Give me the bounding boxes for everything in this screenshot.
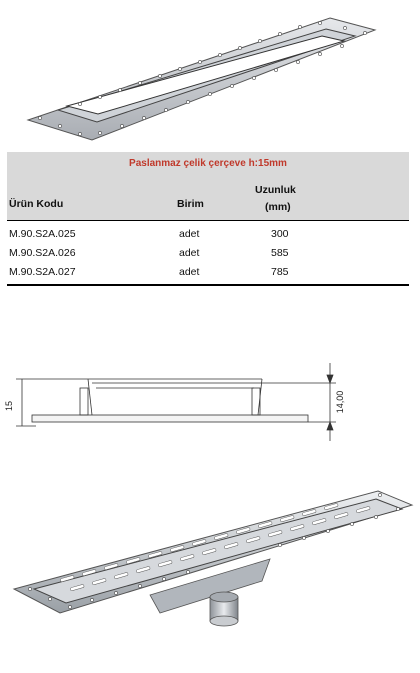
side-view-drawing [0, 355, 420, 445]
row-unit: adet [179, 266, 200, 278]
drain-channel-illustration [0, 485, 420, 673]
header-length: Uzunluk [255, 184, 296, 196]
row-unit: adet [179, 228, 200, 240]
row-length: 585 [271, 247, 289, 259]
row-unit: adet [179, 247, 200, 259]
table-row [7, 244, 409, 263]
spec-table [7, 152, 409, 286]
header-code: Ürün Kodu [9, 198, 64, 210]
frame-illustration [0, 0, 420, 150]
row-code: M.90.S2A.027 [9, 266, 76, 278]
frame-opening [67, 36, 344, 114]
row-length: 785 [271, 266, 289, 278]
table-title: Paslanmaz çelik çerçeve h:15mm [7, 152, 409, 176]
outlet-pipe [210, 592, 238, 626]
side-dimension-label: 14,00 [335, 390, 345, 414]
table-bottom-rule [7, 284, 409, 286]
table-header [7, 176, 409, 221]
header-length-unit: (mm) [265, 201, 291, 213]
table-row [7, 225, 409, 244]
table-row [7, 263, 409, 282]
height-dimension-label: 15 [4, 400, 14, 412]
header-unit: Birim [177, 198, 204, 210]
row-code: M.90.S2A.026 [9, 247, 76, 259]
row-length: 300 [271, 228, 289, 240]
row-code: M.90.S2A.025 [9, 228, 76, 240]
